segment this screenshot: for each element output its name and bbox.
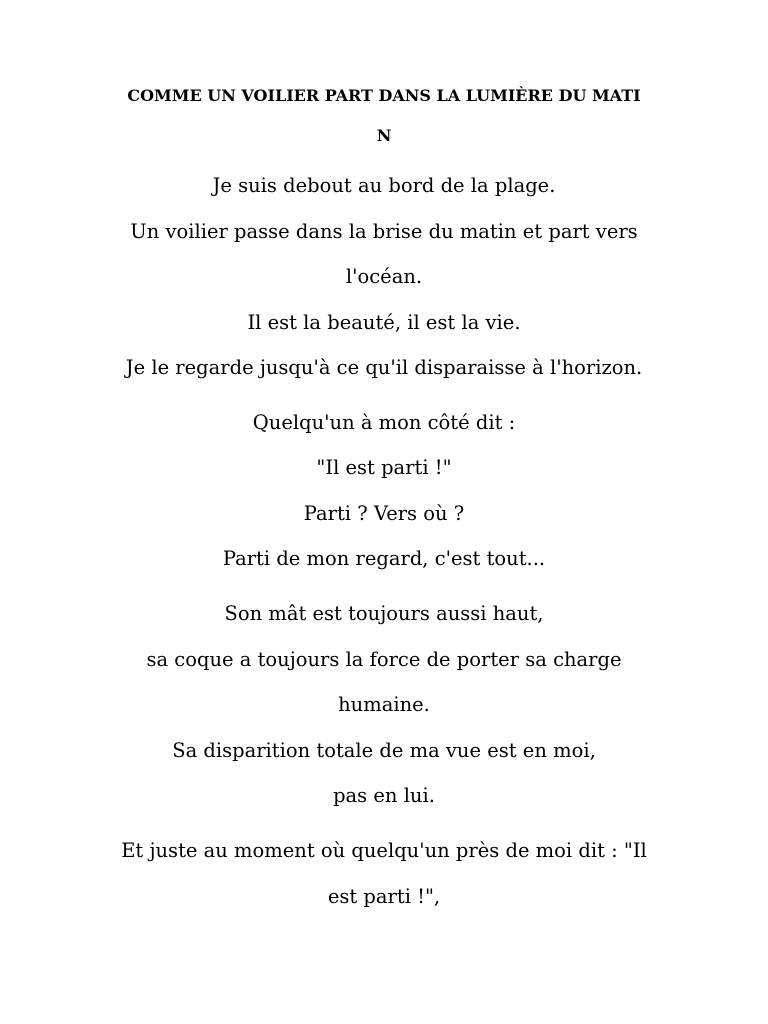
verse-line: Je suis debout au bord de la plage. xyxy=(212,174,556,197)
poem-title-line-2: N xyxy=(376,126,392,145)
verse-line: Je le regarde jusqu'à ce qu'il disparaisse à l'horizon. xyxy=(125,356,643,379)
verse-line: Parti de mon regard, c'est tout... xyxy=(222,547,546,570)
verse-line: Quelqu'un à mon côté dit : xyxy=(252,411,516,434)
verse-line: Sa disparition totale de ma vue est en moi, xyxy=(172,739,596,762)
verse-line: humaine. xyxy=(338,693,430,716)
verse-line: Parti ? Vers où ? xyxy=(303,502,465,525)
verse-line: Un voilier passe dans la brise du matin et part vers xyxy=(130,220,638,243)
verse-line: Il est la beauté, il est la vie. xyxy=(247,311,521,334)
verse-line: sa coque a toujours la force de porter sa charge xyxy=(146,648,622,671)
verse-line: l'océan. xyxy=(345,265,423,288)
verse-line: Son mât est toujours aussi haut, xyxy=(224,602,544,625)
verse-line: pas en lui. xyxy=(333,784,435,807)
verse-line: est parti !", xyxy=(327,885,441,908)
poem-title-line-1: COMME UN VOILIER PART DANS LA LUMIÈRE DU MATI xyxy=(127,86,641,105)
verse-line: Et juste au moment où quelqu'un près de moi dit : "Il xyxy=(121,839,647,862)
verse-line: "Il est parti !" xyxy=(316,456,452,479)
